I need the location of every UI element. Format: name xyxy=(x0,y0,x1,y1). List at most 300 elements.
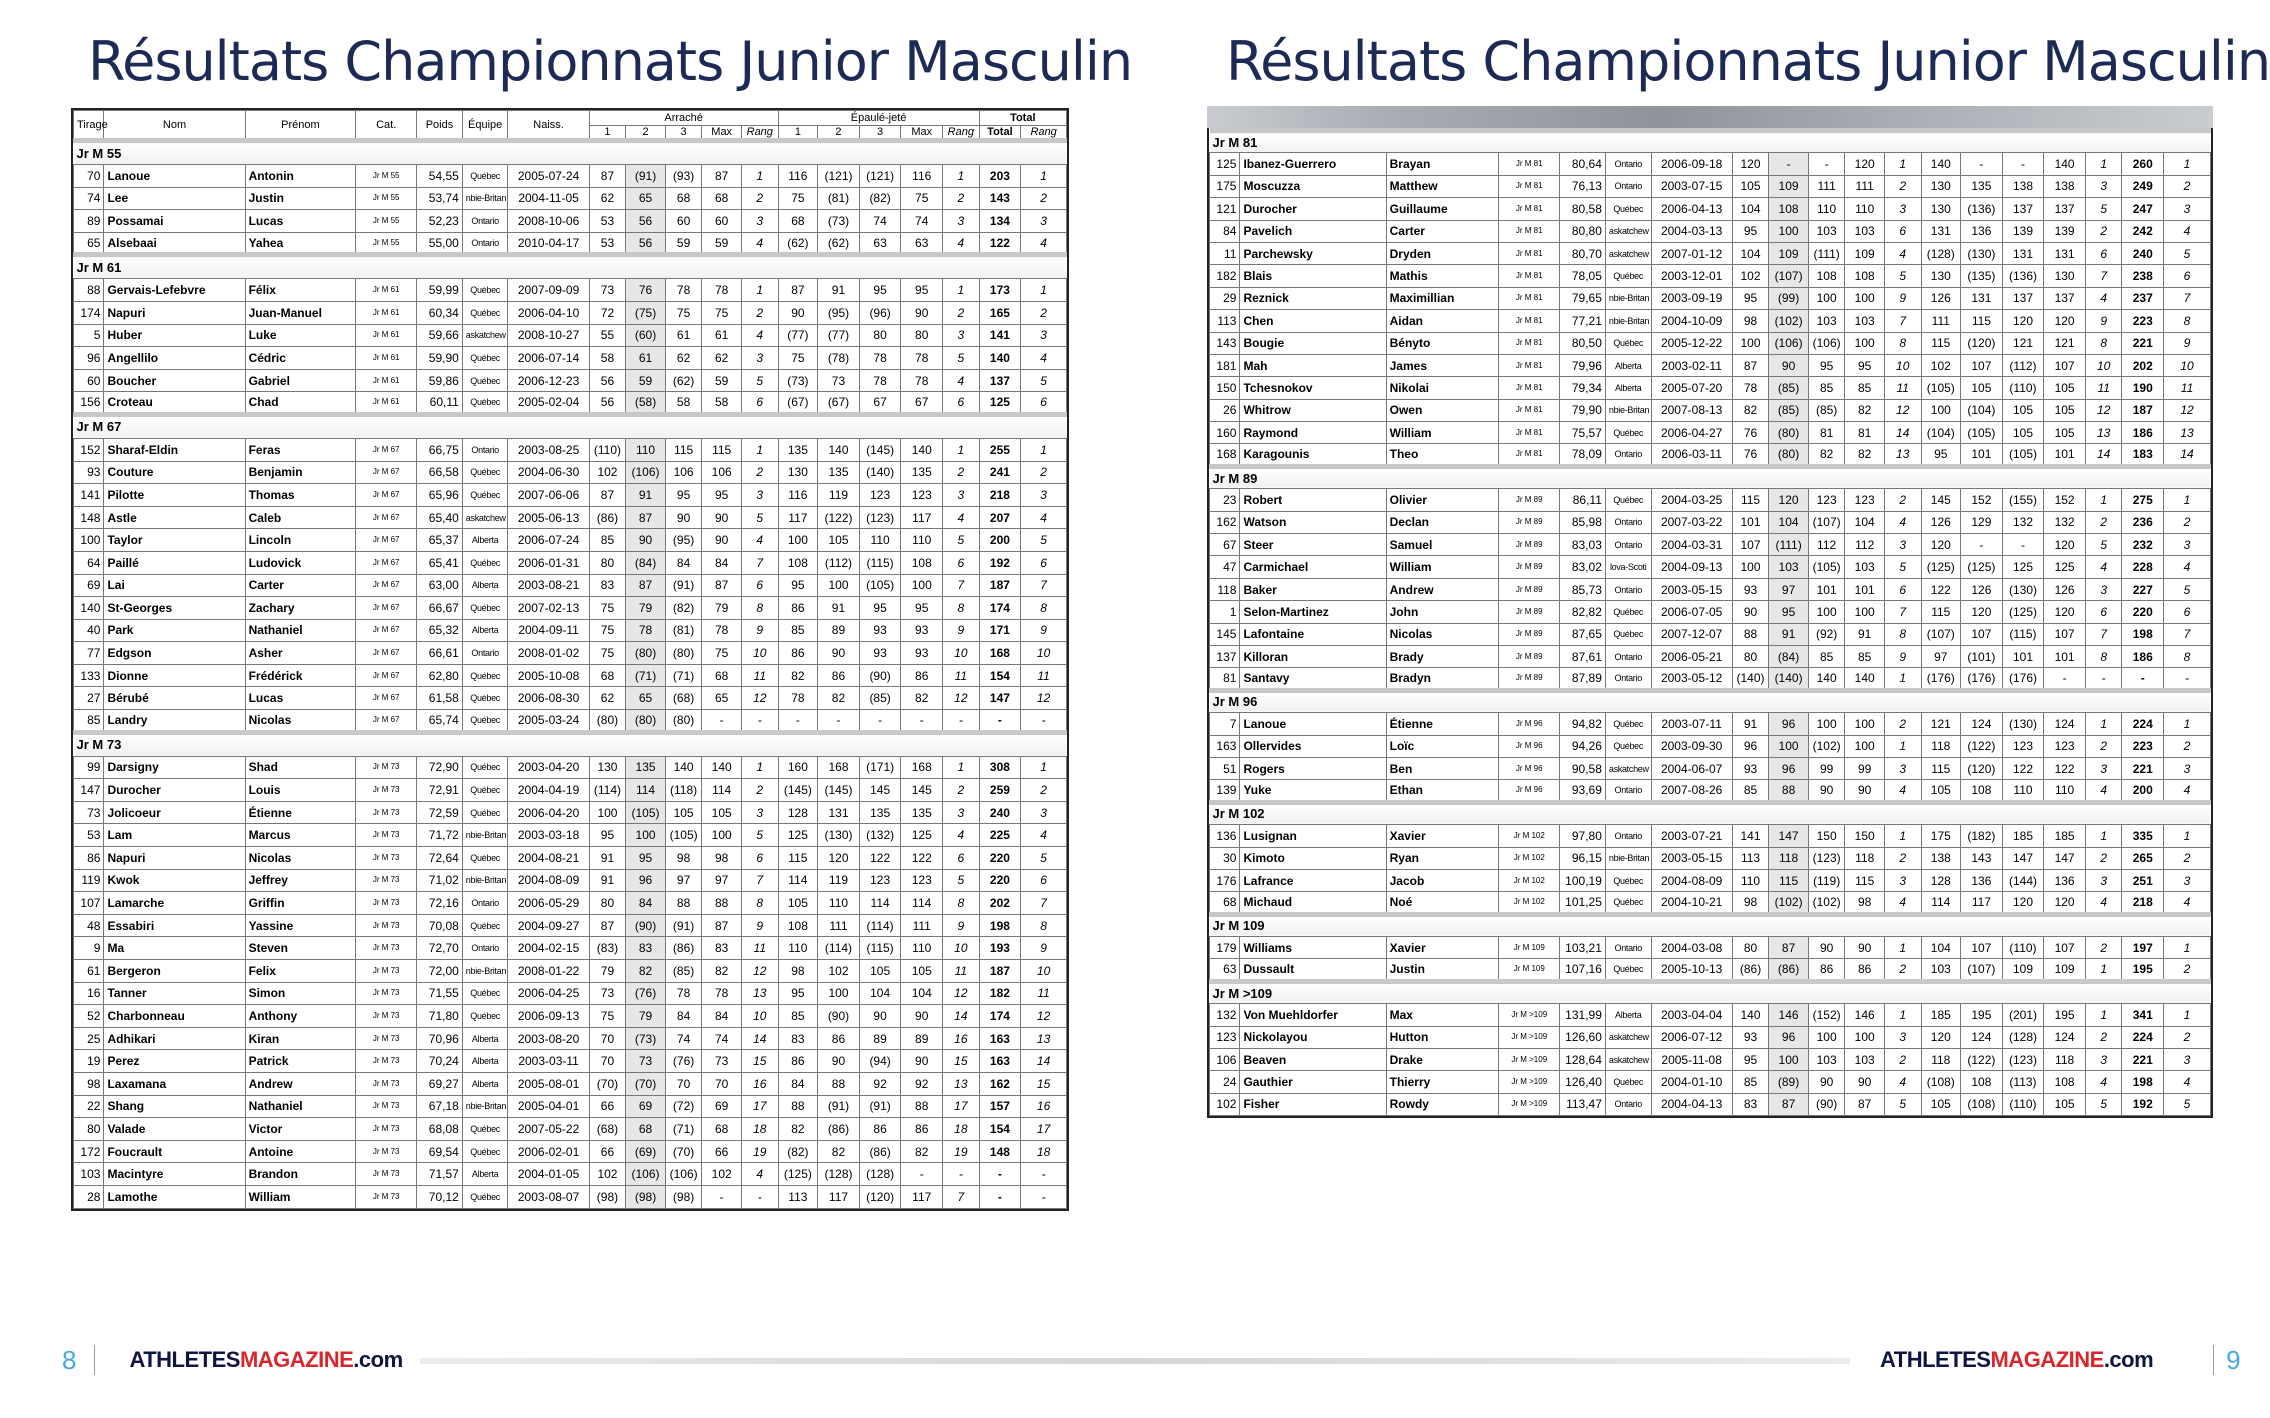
cell-epaule-jete-1: 104 xyxy=(1921,937,1961,959)
cell-epaule-jete-2: 111 xyxy=(818,914,860,937)
cell-total-rang: 3 xyxy=(2164,1049,2211,1071)
cell-epaule-jete-2: (86) xyxy=(818,1118,860,1141)
cell-equipe: Alberta xyxy=(462,529,508,552)
athlete-row xyxy=(74,1095,1067,1118)
cell-prenom: Caleb xyxy=(245,506,356,529)
cell-arrache-1: (114) xyxy=(589,779,626,802)
cell-nom: Raymond xyxy=(1240,422,1386,444)
cell-naissance: 2003-07-15 xyxy=(1651,175,1732,197)
cell-epaule-jete-rang: 18 xyxy=(943,1118,980,1141)
cell-nom: Ollervides xyxy=(1240,735,1386,757)
cell-arrache-max: 97 xyxy=(702,869,742,892)
cell-prenom: Brayan xyxy=(1386,153,1499,175)
cell-arrache-max: 100 xyxy=(1845,713,1885,735)
athlete-row xyxy=(74,619,1067,642)
cell-poids: 63,00 xyxy=(417,574,463,597)
cell-arrache-rang: 19 xyxy=(741,1140,778,1163)
cell-epaule-jete-1: 105 xyxy=(778,892,818,915)
cell-categorie: Jr M 73 xyxy=(356,937,417,960)
cell-arrache-3: 123 xyxy=(1808,489,1845,511)
cell-total: 147 xyxy=(979,687,1021,710)
cell-tirage: 74 xyxy=(74,187,104,210)
cell-prenom: Loïc xyxy=(1386,735,1499,757)
cell-epaule-jete-2: (77) xyxy=(818,324,860,347)
cell-total-rang: 8 xyxy=(2164,310,2211,332)
cell-categorie: Jr M 81 xyxy=(1499,377,1560,399)
cell-arrache-3: (82) xyxy=(665,597,702,620)
athlete-row xyxy=(1210,1004,2211,1026)
cell-epaule-jete-1: 75 xyxy=(778,347,818,370)
cell-arrache-2: 95 xyxy=(626,847,666,870)
cell-arrache-3: 106 xyxy=(665,461,702,484)
cell-naissance: 2006-04-20 xyxy=(508,801,589,824)
cell-total: 198 xyxy=(979,914,1021,937)
cell-arrache-2: 135 xyxy=(626,756,666,779)
cell-epaule-jete-max: 130 xyxy=(2044,265,2086,287)
cell-naissance: 2007-08-26 xyxy=(1651,780,1732,802)
cell-poids: 94,26 xyxy=(1560,735,1606,757)
cell-arrache-max: 82 xyxy=(1845,444,1885,466)
cell-epaule-jete-1: 87 xyxy=(778,279,818,302)
cell-epaule-jete-1: (77) xyxy=(778,324,818,347)
cell-nom: Landry xyxy=(104,710,245,733)
cell-equipe: Québec xyxy=(1605,265,1651,287)
cell-prenom: Griffin xyxy=(245,892,356,915)
cell-epaule-jete-max: 116 xyxy=(901,165,943,188)
cell-tirage: 68 xyxy=(1210,892,1240,914)
cell-nom: Steer xyxy=(1240,534,1386,556)
brand-part-athletes: ATHLETES xyxy=(129,1347,240,1372)
cell-epaule-jete-2: (101) xyxy=(1961,645,2003,667)
cell-epaule-jete-rang: 3 xyxy=(943,210,980,233)
cell-arrache-1: 56 xyxy=(589,392,626,415)
cell-equipe: Québec xyxy=(1605,959,1651,981)
cell-total: 265 xyxy=(2122,847,2164,869)
cell-total-rang: 1 xyxy=(2164,1004,2211,1026)
cell-poids: 94,82 xyxy=(1560,713,1606,735)
cell-equipe: Québec xyxy=(462,165,508,188)
cell-arrache-max: 100 xyxy=(702,824,742,847)
cell-naissance: 2006-03-11 xyxy=(1651,444,1732,466)
cell-arrache-1: (86) xyxy=(1732,959,1769,981)
cell-equipe: nbie-Britan xyxy=(462,869,508,892)
cell-epaule-jete-3: 120 xyxy=(2002,892,2044,914)
cell-prenom: Étienne xyxy=(1386,713,1499,735)
athlete-row xyxy=(74,779,1067,802)
cell-arrache-3: 90 xyxy=(665,506,702,529)
cell-arrache-rang: 3 xyxy=(741,484,778,507)
cell-equipe: askatchew xyxy=(1605,220,1651,242)
cell-total-rang: 5 xyxy=(2164,578,2211,600)
cell-epaule-jete-3: (136) xyxy=(2002,265,2044,287)
weight-class-header xyxy=(74,255,1067,279)
cell-epaule-jete-1: (128) xyxy=(1921,242,1961,264)
cell-arrache-2: 73 xyxy=(626,1050,666,1073)
cell-prenom: Asher xyxy=(245,642,356,665)
cell-epaule-jete-3: 93 xyxy=(859,619,901,642)
cell-naissance: 2003-09-19 xyxy=(1651,287,1732,309)
weight-class-label: Jr M 96 xyxy=(1210,690,2211,712)
cell-total: 225 xyxy=(979,824,1021,847)
cell-epaule-jete-2: (114) xyxy=(818,937,860,960)
cell-categorie: Jr M 55 xyxy=(356,232,417,255)
cell-nom: Pavelich xyxy=(1240,220,1386,242)
cell-arrache-max: 87 xyxy=(702,165,742,188)
cell-categorie: Jr M 61 xyxy=(356,347,417,370)
cell-epaule-jete-rang: 5 xyxy=(943,347,980,370)
cell-epaule-jete-2: (120) xyxy=(1961,757,2003,779)
cell-naissance: 2005-07-20 xyxy=(1651,377,1732,399)
cell-total-rang: 3 xyxy=(2164,757,2211,779)
cell-tirage: 113 xyxy=(1210,310,1240,332)
cell-epaule-jete-rang: 1 xyxy=(2085,713,2122,735)
cell-total-rang: 12 xyxy=(1021,687,1067,710)
cell-equipe: Québec xyxy=(1605,422,1651,444)
cell-prenom: Carter xyxy=(245,574,356,597)
cell-equipe: Québec xyxy=(462,1185,508,1208)
cell-equipe: Ontario xyxy=(1605,511,1651,533)
cell-nom: Shang xyxy=(104,1095,245,1118)
cell-naissance: 2004-03-08 xyxy=(1651,937,1732,959)
cell-naissance: 2003-08-07 xyxy=(508,1185,589,1208)
cell-tirage: 47 xyxy=(1210,556,1240,578)
cell-epaule-jete-1: (145) xyxy=(778,779,818,802)
cell-arrache-2: 69 xyxy=(626,1095,666,1118)
cell-arrache-max: 100 xyxy=(1845,287,1885,309)
cell-poids: 87,65 xyxy=(1560,623,1606,645)
cell-epaule-jete-1: 130 xyxy=(1921,198,1961,220)
cell-epaule-jete-2: 115 xyxy=(1961,310,2003,332)
cell-arrache-2: (91) xyxy=(626,165,666,188)
footer-divider xyxy=(94,1345,95,1375)
cell-arrache-2: 96 xyxy=(1769,713,1809,735)
cell-categorie: Jr M 81 xyxy=(1499,265,1560,287)
cell-prenom: Zachary xyxy=(245,597,356,620)
cell-arrache-max: 68 xyxy=(702,187,742,210)
cell-arrache-1: 87 xyxy=(589,914,626,937)
cell-epaule-jete-rang: 1 xyxy=(943,756,980,779)
cell-arrache-1: 95 xyxy=(1732,1049,1769,1071)
cell-tirage: 148 xyxy=(74,506,104,529)
cell-arrache-3: (105) xyxy=(665,824,702,847)
cell-nom: St-Georges xyxy=(104,597,245,620)
cell-nom: Ma xyxy=(104,937,245,960)
cell-prenom: Feras xyxy=(245,438,356,461)
cell-total-rang: 3 xyxy=(1021,324,1067,347)
athlete-row xyxy=(1210,892,2211,914)
cell-epaule-jete-1: 105 xyxy=(1921,1093,1961,1115)
cell-arrache-max: 118 xyxy=(1845,847,1885,869)
cell-epaule-jete-3: (115) xyxy=(2002,623,2044,645)
cell-arrache-2: 59 xyxy=(626,369,666,392)
cell-arrache-3: 140 xyxy=(665,756,702,779)
cell-arrache-2: (84) xyxy=(626,551,666,574)
cell-arrache-max: 68 xyxy=(702,1118,742,1141)
cell-naissance: 2004-08-21 xyxy=(508,847,589,870)
cell-arrache-rang: 4 xyxy=(1884,242,1921,264)
athlete-row xyxy=(74,551,1067,574)
cell-epaule-jete-max: 105 xyxy=(2044,422,2086,444)
cell-prenom: Nicolas xyxy=(245,710,356,733)
cell-arrache-max: 69 xyxy=(702,1095,742,1118)
cell-equipe: askatchew xyxy=(462,506,508,529)
cell-poids: 87,61 xyxy=(1560,645,1606,667)
cell-arrache-1: 113 xyxy=(1732,847,1769,869)
athlete-row xyxy=(1210,220,2211,242)
cell-arrache-1: 102 xyxy=(589,1163,626,1186)
cell-arrache-1: 55 xyxy=(589,324,626,347)
cell-epaule-jete-max: 138 xyxy=(2044,175,2086,197)
cell-arrache-3: (118) xyxy=(665,779,702,802)
cell-epaule-jete-3: (144) xyxy=(2002,869,2044,891)
athlete-row xyxy=(1210,578,2211,600)
cell-epaule-jete-3: 123 xyxy=(2002,735,2044,757)
cell-epaule-jete-2: 102 xyxy=(818,960,860,983)
results-body-left xyxy=(74,141,1067,1209)
cell-tirage: 96 xyxy=(74,347,104,370)
cell-equipe: Ontario xyxy=(1605,668,1651,690)
cell-equipe: Ontario xyxy=(462,438,508,461)
cell-equipe: Ontario xyxy=(1605,578,1651,600)
cell-prenom: Nicolas xyxy=(1386,623,1499,645)
col-group-total: Total xyxy=(979,111,1066,126)
cell-arrache-1: 58 xyxy=(589,347,626,370)
cell-arrache-rang: 2 xyxy=(741,461,778,484)
cell-tirage: 64 xyxy=(74,551,104,574)
cell-categorie: Jr M 73 xyxy=(356,847,417,870)
cell-arrache-max: 90 xyxy=(702,506,742,529)
col-group-epaule-jete: Épaulé-jeté xyxy=(778,111,979,126)
cell-nom: Lanoue xyxy=(104,165,245,188)
cell-epaule-jete-1: 115 xyxy=(778,847,818,870)
athlete-row xyxy=(74,914,1067,937)
cell-arrache-1: (70) xyxy=(589,1072,626,1095)
cell-total-rang: 18 xyxy=(1021,1140,1067,1163)
cell-arrache-max: 104 xyxy=(1845,511,1885,533)
cell-nom: Carmichael xyxy=(1240,556,1386,578)
cell-epaule-jete-max: 80 xyxy=(901,324,943,347)
cell-arrache-2: (80) xyxy=(1769,422,1809,444)
cell-arrache-2: 56 xyxy=(626,210,666,233)
cell-poids: 126,40 xyxy=(1560,1071,1606,1093)
cell-epaule-jete-1: 86 xyxy=(778,1050,818,1073)
cell-epaule-jete-2: (122) xyxy=(1961,735,2003,757)
brand-part-athletes: ATHLETES xyxy=(1880,1347,1991,1372)
cell-epaule-jete-2: (95) xyxy=(818,301,860,324)
cell-arrache-max: 87 xyxy=(702,914,742,937)
cell-epaule-jete-max: 93 xyxy=(901,642,943,665)
cell-arrache-max: 66 xyxy=(702,1140,742,1163)
cell-arrache-max: 115 xyxy=(702,438,742,461)
cell-arrache-rang: 1 xyxy=(1884,937,1921,959)
athlete-row xyxy=(1210,713,2211,735)
cell-categorie: Jr M 73 xyxy=(356,756,417,779)
cell-epaule-jete-3: (176) xyxy=(2002,668,2044,690)
cell-epaule-jete-2: 107 xyxy=(1961,623,2003,645)
cell-epaule-jete-3: 78 xyxy=(859,347,901,370)
cell-epaule-jete-rang: 6 xyxy=(943,392,980,415)
cell-arrache-3: 103 xyxy=(1808,310,1845,332)
cell-total-rang: 9 xyxy=(2164,332,2211,354)
cell-arrache-max: 88 xyxy=(702,892,742,915)
cell-epaule-jete-3: (128) xyxy=(2002,1026,2044,1048)
cell-naissance: 2005-10-13 xyxy=(1651,959,1732,981)
cell-epaule-jete-rang: 7 xyxy=(943,574,980,597)
cell-total: 148 xyxy=(979,1140,1021,1163)
col-emax: Max xyxy=(901,126,943,141)
cell-naissance: 2006-02-01 xyxy=(508,1140,589,1163)
cell-arrache-1: 62 xyxy=(589,187,626,210)
cell-equipe: Ontario xyxy=(462,892,508,915)
cell-categorie: Jr M 102 xyxy=(1499,847,1560,869)
cell-epaule-jete-3: (115) xyxy=(859,937,901,960)
weight-class-label: Jr M 102 xyxy=(1210,802,2211,824)
cell-nom: Huber xyxy=(104,324,245,347)
cell-epaule-jete-3: (171) xyxy=(859,756,901,779)
cell-epaule-jete-2: 73 xyxy=(818,369,860,392)
athlete-row xyxy=(1210,937,2211,959)
cell-epaule-jete-2: 101 xyxy=(1961,444,2003,466)
cell-epaule-jete-3: 132 xyxy=(2002,511,2044,533)
cell-epaule-jete-3: 80 xyxy=(859,324,901,347)
cell-total: 221 xyxy=(2122,1049,2164,1071)
cell-epaule-jete-max: 123 xyxy=(901,869,943,892)
cell-total: - xyxy=(979,1163,1021,1186)
cell-prenom: Marcus xyxy=(245,824,356,847)
cell-naissance: 2003-03-18 xyxy=(508,824,589,847)
cell-prenom: Louis xyxy=(245,779,356,802)
cell-arrache-2: 114 xyxy=(626,779,666,802)
cell-total-rang: 14 xyxy=(1021,1050,1067,1073)
cell-epaule-jete-rang: 2 xyxy=(943,301,980,324)
cell-epaule-jete-1: 108 xyxy=(778,551,818,574)
cell-total-rang: 5 xyxy=(1021,847,1067,870)
cell-epaule-jete-2: 82 xyxy=(818,687,860,710)
cell-arrache-2: 146 xyxy=(1769,1004,1809,1026)
cell-poids: 65,41 xyxy=(417,551,463,574)
cell-total: 163 xyxy=(979,1027,1021,1050)
cell-arrache-2: 76 xyxy=(626,279,666,302)
cell-arrache-max: 95 xyxy=(702,484,742,507)
cell-equipe: Ontario xyxy=(1605,780,1651,802)
cell-arrache-1: 76 xyxy=(1732,444,1769,466)
cell-naissance: 2006-09-13 xyxy=(508,1005,589,1028)
cell-epaule-jete-3: 89 xyxy=(859,1027,901,1050)
cell-tirage: 118 xyxy=(1210,578,1240,600)
cell-arrache-max: 150 xyxy=(1845,825,1885,847)
cell-total: 242 xyxy=(2122,220,2164,242)
cell-poids: 59,86 xyxy=(417,369,463,392)
cell-total: 154 xyxy=(979,1118,1021,1141)
cell-arrache-rang: 2 xyxy=(1884,489,1921,511)
cell-epaule-jete-1: (125) xyxy=(778,1163,818,1186)
cell-prenom: Brady xyxy=(1386,645,1499,667)
cell-epaule-jete-2: 91 xyxy=(818,279,860,302)
cell-epaule-jete-2: 168 xyxy=(818,756,860,779)
cell-prenom: Steven xyxy=(245,937,356,960)
cell-tirage: 60 xyxy=(74,369,104,392)
cell-arrache-max: 100 xyxy=(1845,601,1885,623)
cell-nom: Perez xyxy=(104,1050,245,1073)
cell-categorie: Jr M 73 xyxy=(356,1027,417,1050)
cell-epaule-jete-3: (140) xyxy=(859,461,901,484)
cell-arrache-rang: 5 xyxy=(1884,1093,1921,1115)
cell-total: 197 xyxy=(2122,937,2164,959)
cell-arrache-1: 66 xyxy=(589,1140,626,1163)
cell-arrache-3: 95 xyxy=(1808,354,1845,376)
cell-epaule-jete-rang: 2 xyxy=(2085,511,2122,533)
cell-naissance: 2008-10-27 xyxy=(508,324,589,347)
cell-total-rang: 2 xyxy=(2164,511,2211,533)
brand-logo-right[interactable] xyxy=(1880,1347,2153,1373)
cell-tirage: 141 xyxy=(74,484,104,507)
cell-epaule-jete-2: 119 xyxy=(818,869,860,892)
cell-arrache-rang: 14 xyxy=(741,1027,778,1050)
cell-total-rang: 5 xyxy=(2164,1093,2211,1115)
cell-tirage: 119 xyxy=(74,869,104,892)
cell-arrache-1: 87 xyxy=(1732,354,1769,376)
cell-tirage: 121 xyxy=(1210,198,1240,220)
cell-naissance: 2004-10-09 xyxy=(1651,310,1732,332)
cell-arrache-2: 147 xyxy=(1769,825,1809,847)
cell-epaule-jete-max: 74 xyxy=(901,210,943,233)
cell-total-rang: 9 xyxy=(1021,937,1067,960)
cell-poids: 79,96 xyxy=(1560,354,1606,376)
cell-epaule-jete-1: 125 xyxy=(778,824,818,847)
cell-categorie: Jr M 67 xyxy=(356,551,417,574)
cell-prenom: Cédric xyxy=(245,347,356,370)
cell-equipe: Ontario xyxy=(1605,937,1651,959)
athlete-row xyxy=(1210,287,2211,309)
cell-arrache-rang: 8 xyxy=(1884,623,1921,645)
cell-arrache-rang: 5 xyxy=(741,506,778,529)
cell-arrache-3: 150 xyxy=(1808,825,1845,847)
cell-epaule-jete-3: (113) xyxy=(2002,1071,2044,1093)
cell-arrache-rang: 7 xyxy=(741,551,778,574)
cell-naissance: 2006-05-21 xyxy=(1651,645,1732,667)
athlete-row xyxy=(1210,735,2211,757)
cell-nom: Gauthier xyxy=(1240,1071,1386,1093)
cell-epaule-jete-1: 113 xyxy=(778,1185,818,1208)
cell-equipe: Québec xyxy=(462,1140,508,1163)
cell-epaule-jete-rang: 10 xyxy=(943,642,980,665)
cell-epaule-jete-max: 88 xyxy=(901,1095,943,1118)
cell-epaule-jete-max: 137 xyxy=(2044,198,2086,220)
athlete-row xyxy=(1210,242,2211,264)
cell-arrache-3: 84 xyxy=(665,551,702,574)
cell-naissance: 2006-04-13 xyxy=(1651,198,1732,220)
cell-epaule-jete-1: 88 xyxy=(778,1095,818,1118)
cell-arrache-1: 90 xyxy=(1732,601,1769,623)
cell-naissance: 2004-09-13 xyxy=(1651,556,1732,578)
cell-epaule-jete-1: 140 xyxy=(1921,153,1961,175)
cell-tirage: 86 xyxy=(74,847,104,870)
cell-nom: Couture xyxy=(104,461,245,484)
cell-naissance: 2003-08-25 xyxy=(508,438,589,461)
cell-arrache-1: 104 xyxy=(1732,198,1769,220)
cell-total: 308 xyxy=(979,756,1021,779)
cell-total: 154 xyxy=(979,664,1021,687)
cell-epaule-jete-max: 82 xyxy=(901,687,943,710)
cell-total-rang: 3 xyxy=(2164,198,2211,220)
cell-tirage: 99 xyxy=(74,756,104,779)
cell-epaule-jete-max: 110 xyxy=(901,937,943,960)
cell-epaule-jete-3: (85) xyxy=(859,687,901,710)
brand-logo-left[interactable] xyxy=(129,1347,402,1373)
cell-epaule-jete-rang: 2 xyxy=(2085,735,2122,757)
cell-epaule-jete-2: 124 xyxy=(1961,713,2003,735)
cell-tirage: 26 xyxy=(1210,399,1240,421)
